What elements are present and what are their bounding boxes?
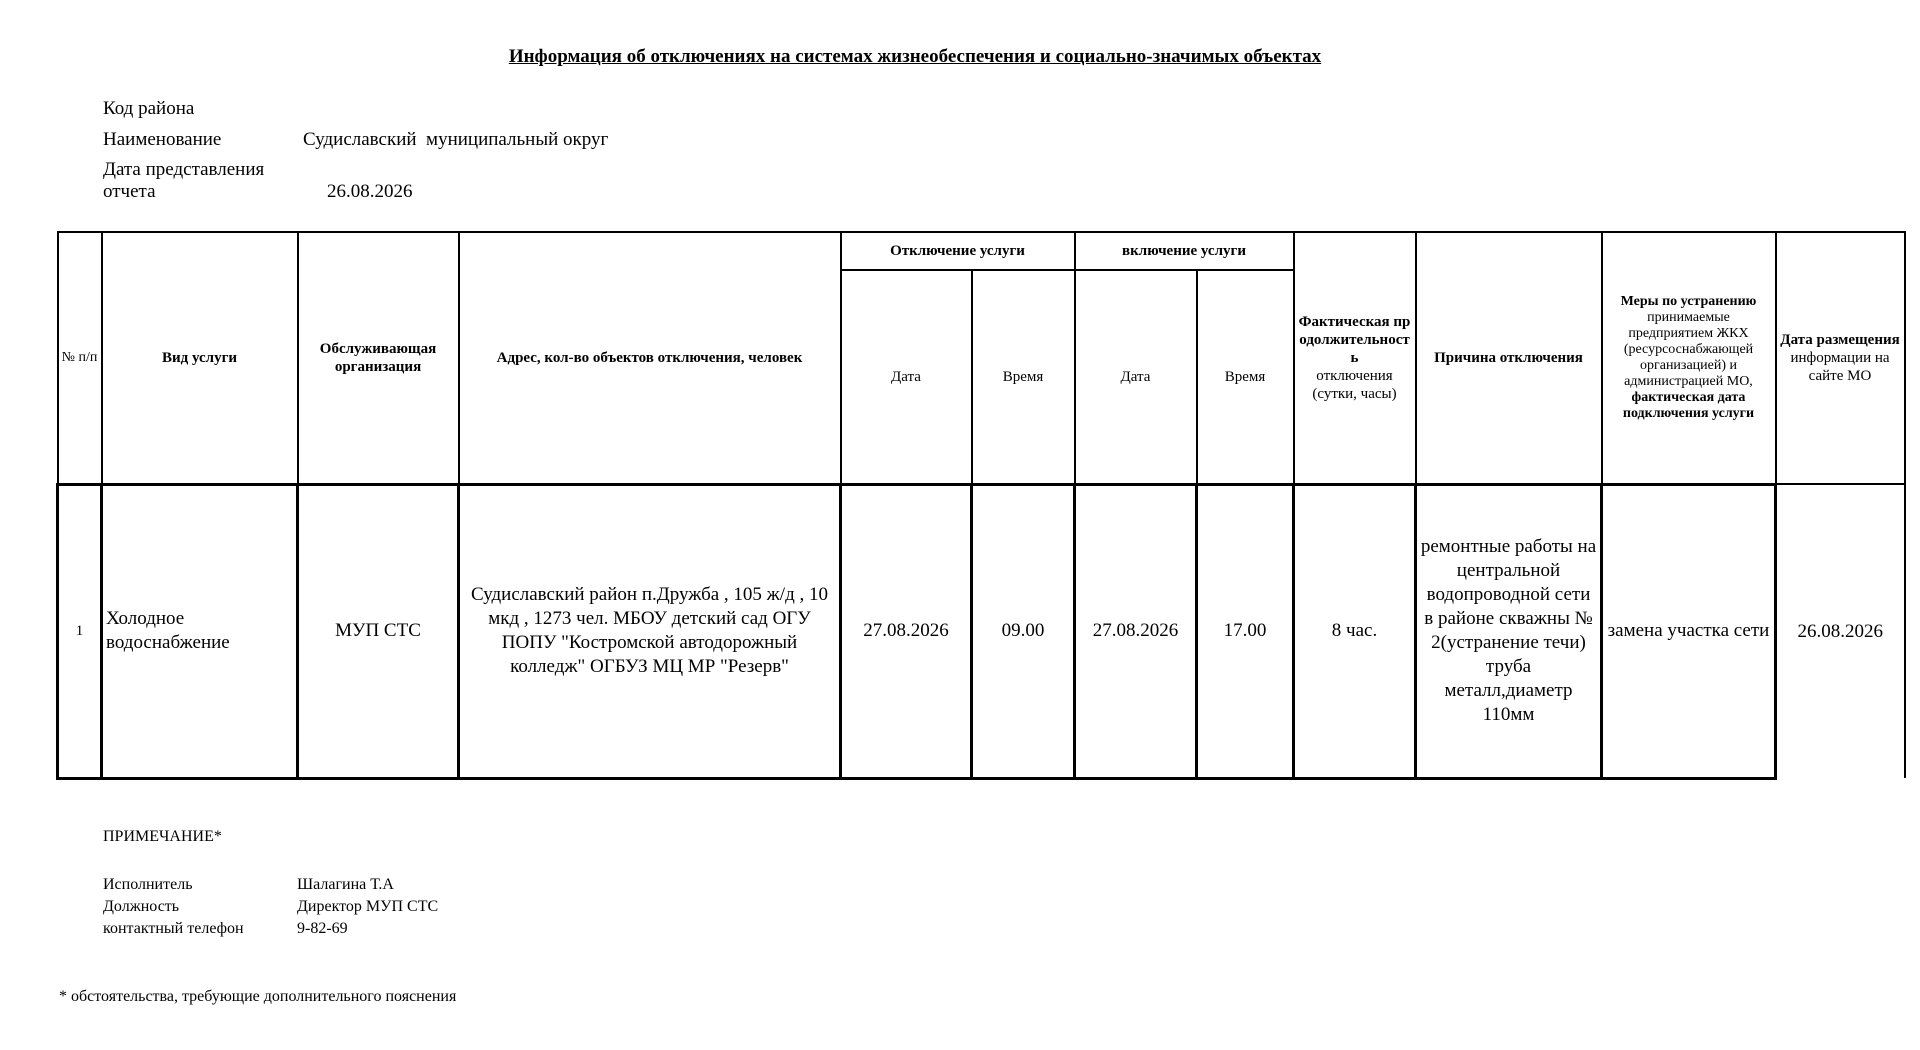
row-num: 1 xyxy=(58,484,102,778)
header-posted-normal: информации на сайте МО xyxy=(1790,350,1890,384)
header-duration xyxy=(1294,232,1416,484)
header-num: № п/п xyxy=(58,232,102,484)
header-off-date: Дата xyxy=(841,270,972,484)
phone-value: 9-82-69 xyxy=(297,920,348,937)
header-duration-normal: отключения (сутки, часы) xyxy=(1312,367,1397,402)
header-posted-bold: Дата размещения xyxy=(1780,332,1900,348)
header-service: Вид услуги xyxy=(102,232,298,484)
footnote: * обстоятельства, требующие дополнительного пояснения xyxy=(59,988,457,1005)
row-org: МУП СТС xyxy=(298,484,459,778)
row-measures: замена участка сети xyxy=(1602,484,1776,778)
table-row xyxy=(58,484,1905,778)
header-measures xyxy=(1602,232,1776,484)
row-duration: 8 час. xyxy=(1294,484,1416,778)
row-reason: ремонтные работы на центральной водопроводной сети в районе скважны № 2(устранение течи) труба металл,диаметр 110мм xyxy=(1416,484,1602,778)
header-off-group: Отключение услуги xyxy=(841,232,1075,270)
row-service: Холодное водоснабжение xyxy=(102,484,298,778)
row-posted: 26.08.2026 xyxy=(1776,484,1905,778)
header-row-1 xyxy=(58,232,1905,270)
phone-label: контактный телефон xyxy=(103,920,244,937)
executor-value: Шалагина Т.А xyxy=(297,876,394,893)
report-date-label-2: отчета xyxy=(103,181,156,202)
document-title: Информация об отключениях на системах жизнеобеспечения и социально-значимых объектах xyxy=(508,46,1322,67)
signature-block xyxy=(103,874,438,940)
note-label: ПРИМЕЧАНИЕ* xyxy=(103,828,222,845)
row-on-date: 27.08.2026 xyxy=(1075,484,1197,778)
row-address: Судиславский район п.Дружба , 105 ж/д , 10 мкд , 1273 чел. МБОУ детский сад ОГУ ПОПУ "Костромской автодорожный колледж" ОГБУЗ МЦ МР "Резерв" xyxy=(459,484,841,778)
header-measures-bold-1: Меры по устранению xyxy=(1620,293,1757,309)
district-name-label: Наименование xyxy=(103,129,222,150)
row-off-date: 27.08.2026 xyxy=(841,484,972,778)
header-duration-bold: Фактическая продолжительность xyxy=(1298,313,1411,366)
district-code xyxy=(103,98,194,120)
header-address: Адрес, кол-во объектов отключения, человек xyxy=(459,232,841,484)
district-code-label: Код района xyxy=(103,98,195,119)
header-on-date: Дата xyxy=(1075,270,1197,484)
header-measures-bold-2: фактическая дата подключения услуги xyxy=(1622,389,1755,421)
header-on-group: включение услуги xyxy=(1075,232,1294,270)
header-measures-normal: принимаемые предприятием ЖКХ (ресурсоснабжающей организацией) и администрацией МО, xyxy=(1623,309,1754,389)
outages-table xyxy=(56,231,1906,780)
executor-label: Исполнитель xyxy=(103,876,193,893)
report-date-value: 26.08.2026 xyxy=(327,181,413,202)
header-reason: Причина отключения xyxy=(1416,232,1602,484)
header-org: Обслуживающая организация xyxy=(298,232,459,484)
report-date-label: Дата представления xyxy=(103,159,265,180)
row-on-time: 17.00 xyxy=(1197,484,1294,778)
position-label: Должность xyxy=(103,898,180,915)
report-date xyxy=(103,159,413,203)
header-on-time: Время xyxy=(1197,270,1294,484)
district-name xyxy=(103,129,608,151)
header-off-time: Время xyxy=(972,270,1075,484)
district-name-value: Судиславский муниципальный округ xyxy=(303,129,609,150)
row-off-time: 09.00 xyxy=(972,484,1075,778)
header-posted xyxy=(1776,232,1905,484)
position-value: Директор МУП СТС xyxy=(297,898,439,915)
